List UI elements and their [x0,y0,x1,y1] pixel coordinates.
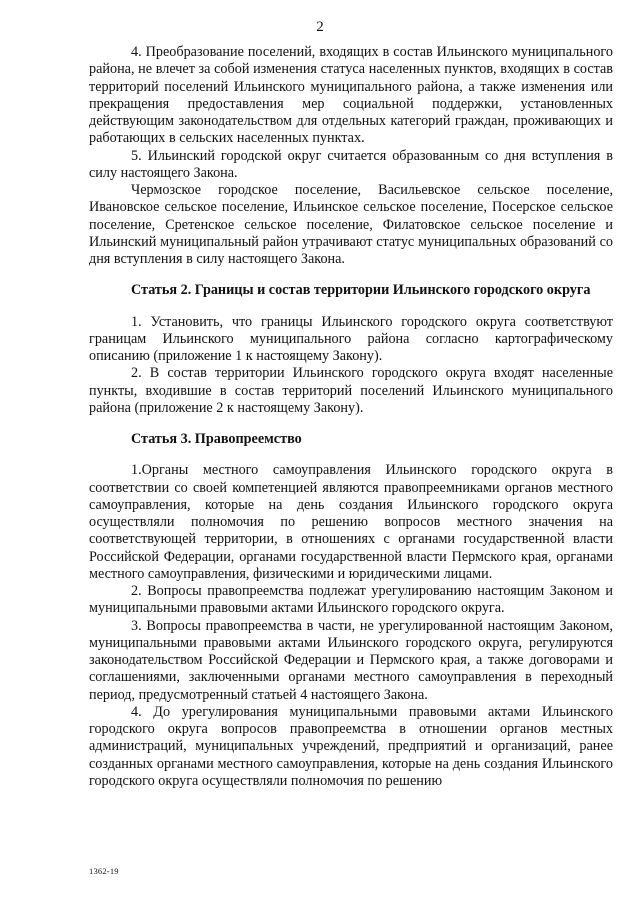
article-3-heading: Статья 3. Правопреемство [131,431,302,447]
article-3-paragraph-1: 1.Органы местного самоуправления Ильинского городского округа в соответствии со своей компетенцией являются правопреемниками органов местного самоуправления, которые на день создания Ильинского городского округа осуществляли полномочия по решению вопросов местного значения на соответствующей территории, в отношениях с органами государственной власти Российской Федерации, органами государственной власти Пермского края, органами местного самоуправления, физическими и юридическими лицами. [89,462,613,582]
article-3-paragraph-2: 2. Вопросы правопреемства подлежат урегулированию настоящим Законом и муниципальными правовыми актами Ильинского городского округа. [89,583,613,617]
paragraph-status-lost: Чермозское городское поселение, Васильевское сельское поселение, Ивановское сельское поселение, Ильинское сельское поселение, Посерское сельское поселение, Сретенское сельское поселение, Филатовское сельское поселение и Ильинский муниципальный район утрачивают статус муниципальных образований со дня вступления в силу настоящего Закона. [89,182,613,267]
page-number: 2 [316,19,324,35]
paragraph-district-formed: 5. Ильинский городской округ считается образованным со дня вступления в силу настоящего Закона. [89,147,613,181]
article-3-paragraph-4: 4. До урегулирования муниципальными правовыми актами Ильинского городского округа вопросов правопреемства в отношении органов местных администраций, муниципальных учреждений, предприятий и организаций, ранее созданных органами местного самоуправления, которые на день создания Ильинского городского округа осуществляли полномочия по решению [89,703,613,789]
article-2-heading: Статья 2. Границы и состав территории Ильинского городского округа [131,282,591,299]
article-2-paragraph-2: 2. В состав территории Ильинского городского округа входят населенные пункты, входившие в состав территорий поселений Ильинского муниципального района (приложение 2 к настоящему Закону). [89,365,613,416]
article-3-paragraph-3: 3. Вопросы правопреемства в части, не урегулированной настоящим Законом, муниципальными правовыми актами Ильинского городского округа, регулируются законодательством Российской Федерации и Пермского края, а также договорами и соглашениями, заключенными органами местного самоуправления в переходный период, предусмотренный статьей 4 настоящего Закона. [89,617,613,703]
document-body [89,44,613,790]
paragraph-transformation-settlements: 4. Преобразование поселений, входящих в состав Ильинского муниципального района, не влечет за собой изменения статуса населенных пунктов, входящих в состав территорий поселений Ильинского муниципального района, а также изменения или прекращения предоставления мер социальной поддержки, установленных действующим законодательством для отдельных категорий граждан, проживающих и работающих в сельских населенных пунктах. [89,44,613,147]
article-2-paragraph-1: 1. Установить, что границы Ильинского городского округа соответствуют границам Ильинского муниципального района согласно картографическому описанию (приложение 1 к настоящему Закону). [89,313,613,364]
document-code: 1362-19 [89,866,119,876]
